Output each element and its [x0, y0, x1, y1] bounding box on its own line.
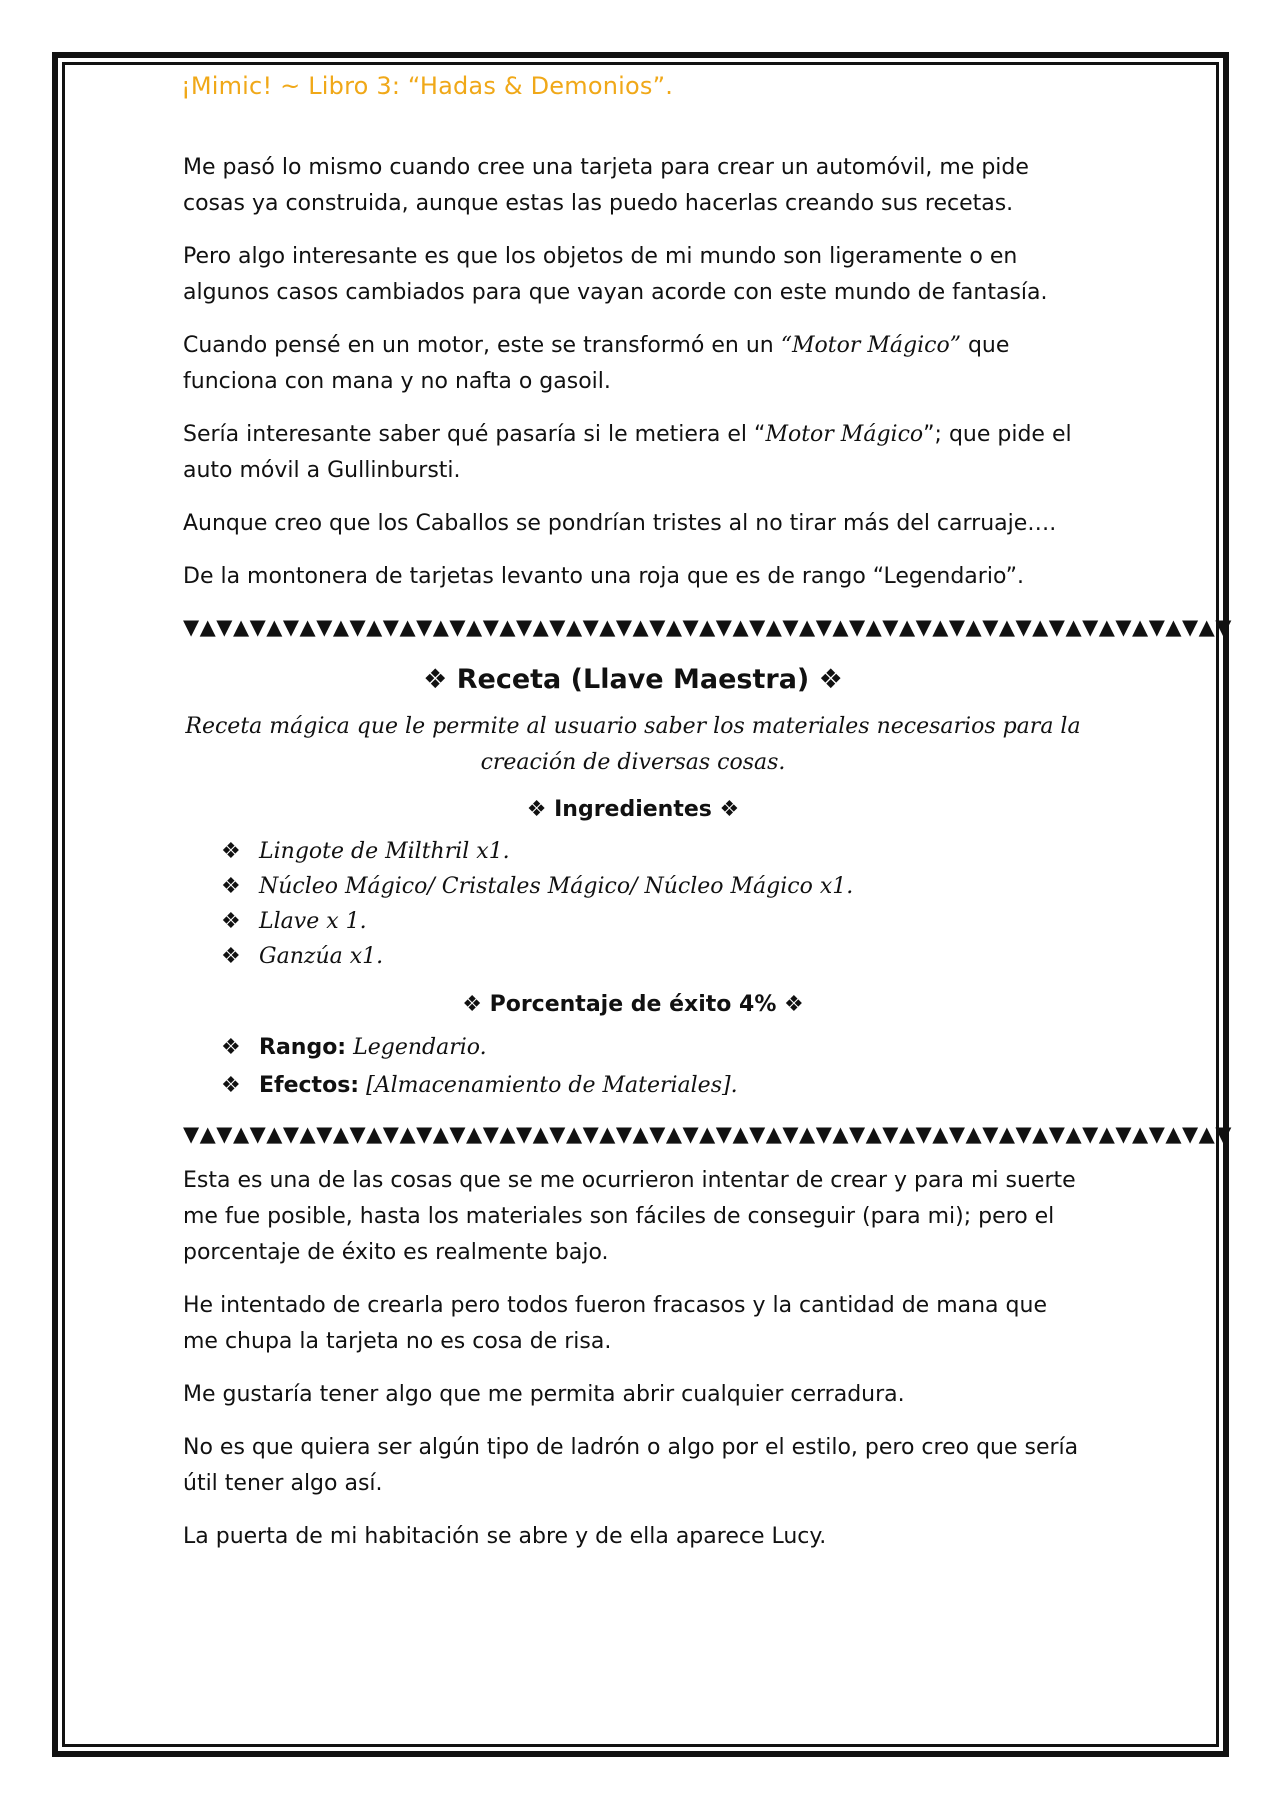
- text-run: Sería interesante saber qué pasaría si le metiera el “: [183, 422, 766, 447]
- italic-run: “Motor Mágico”: [780, 333, 961, 358]
- diamond-bullet-icon: ❖: [221, 874, 241, 899]
- diamond-bullet-icon: ❖: [221, 839, 241, 864]
- diamond-bullet-icon: ❖: [221, 1073, 241, 1098]
- paragraph-motor: [183, 328, 1083, 400]
- effects-value: [Almacenamiento de Materiales].: [366, 1073, 738, 1098]
- paragraph: De la montonera de tarjetas levanto una roja que es de rango “Legendario”.: [183, 564, 1025, 589]
- paragraph: He intentado de crearla pero todos fueron fracasos y la cantidad de mana que me chupa la tarjeta no es cosa de risa.: [183, 1293, 1047, 1354]
- ingredient-text: Llave x 1.: [259, 909, 367, 934]
- paragraph: Aunque creo que los Caballos se pondrían tristes al no tirar más del carruaje….: [183, 511, 1057, 536]
- paragraph-seria: [183, 417, 1083, 489]
- ingredient-text: Lingote de Milthril x1.: [259, 839, 510, 864]
- diamond-bullet-icon: ❖: [221, 944, 241, 969]
- effects-label: Efectos:: [259, 1073, 360, 1098]
- text-run: que funciona con mana y no nafta o gasoil.: [183, 333, 1010, 394]
- section-divider-top: ▼▲▼▲▼▲▼▲▼▲▼▲▼▲▼▲▼▲▼▲▼▲▼▲▼▲▼▲▼▲▼▲▼▲▼▲▼▲▼▲▼▲▼▲▼▲▼▲▼▲▼▲▼▲▼▲▼▲▼▲▼▲▼: [183, 615, 1232, 639]
- ingredient-text: Ganzúa x1.: [259, 944, 384, 969]
- page-content: [183, 150, 1232, 1572]
- list-item: [221, 869, 1083, 904]
- ingredients-list: [221, 834, 1083, 974]
- rank-item: [221, 1029, 1083, 1067]
- running-header: ¡Mimic! ~ Libro 3: “Hadas & Demonios”.: [181, 72, 674, 100]
- paragraph: La puerta de mi habitación se abre y de ella aparece Lucy.: [183, 1524, 827, 1549]
- diamond-bullet-icon: ❖: [221, 909, 241, 934]
- diamond-bullet-icon: ❖: [221, 1035, 241, 1060]
- paragraph: Esta es una de las cosas que se me ocurrieron intentar de crear y para mi suerte me fue posible, hasta los materiales son fáciles de conseguir (para mi); pero el porcentaje de éxito es realmente bajo.: [183, 1168, 1076, 1265]
- rank-value: Legendario.: [353, 1035, 487, 1060]
- paragraph: Me gustaría tener algo que me permita abrir cualquier cerradura.: [183, 1382, 905, 1407]
- text-run: ”; que pide el auto móvil a Gullinbursti.: [183, 422, 1072, 483]
- ingredient-text: Núcleo Mágico/ Cristales Mágico/ Núcleo Mágico x1.: [259, 874, 854, 899]
- success-heading: ❖ Porcentaje de éxito 4% ❖: [462, 992, 804, 1017]
- list-item: [221, 834, 1083, 869]
- paragraph: Me pasó lo mismo cuando cree una tarjeta para crear un automóvil, me pide cosas ya construida, aunque estas las puedo hacerlas creando sus recetas.: [183, 155, 1029, 216]
- effects-item: [221, 1067, 1083, 1105]
- recipe-title: ❖ Receta (Llave Maestra) ❖: [423, 664, 843, 695]
- italic-run: Motor Mágico: [765, 422, 924, 447]
- paragraph: Pero algo interesante es que los objetos de mi mundo son ligeramente o en algunos casos cambiados para que vayan acorde con este mundo de fantasía.: [183, 244, 1048, 305]
- recipe-description: Receta mágica que le permite al usuario saber los materiales necesarios para la creación de diversas cosas.: [185, 714, 1081, 775]
- recipe-properties: [221, 1029, 1083, 1105]
- section-divider-bottom: ▼▲▼▲▼▲▼▲▼▲▼▲▼▲▼▲▼▲▼▲▼▲▼▲▼▲▼▲▼▲▼▲▼▲▼▲▼▲▼▲▼▲▼▲▼▲▼▲▼▲▼▲▼▲▼▲▼▲▼▲▼▲▼: [183, 1122, 1232, 1146]
- list-item: [221, 904, 1083, 939]
- text-run: Cuando pensé en un motor, este se transformó en un: [183, 333, 781, 358]
- list-item: [221, 939, 1083, 974]
- rank-label: Rango:: [259, 1035, 347, 1060]
- paragraph: No es que quiera ser algún tipo de ladrón o algo por el estilo, pero creo que sería útil tener algo así.: [183, 1435, 1079, 1496]
- ingredients-heading: ❖ Ingredientes ❖: [526, 797, 740, 822]
